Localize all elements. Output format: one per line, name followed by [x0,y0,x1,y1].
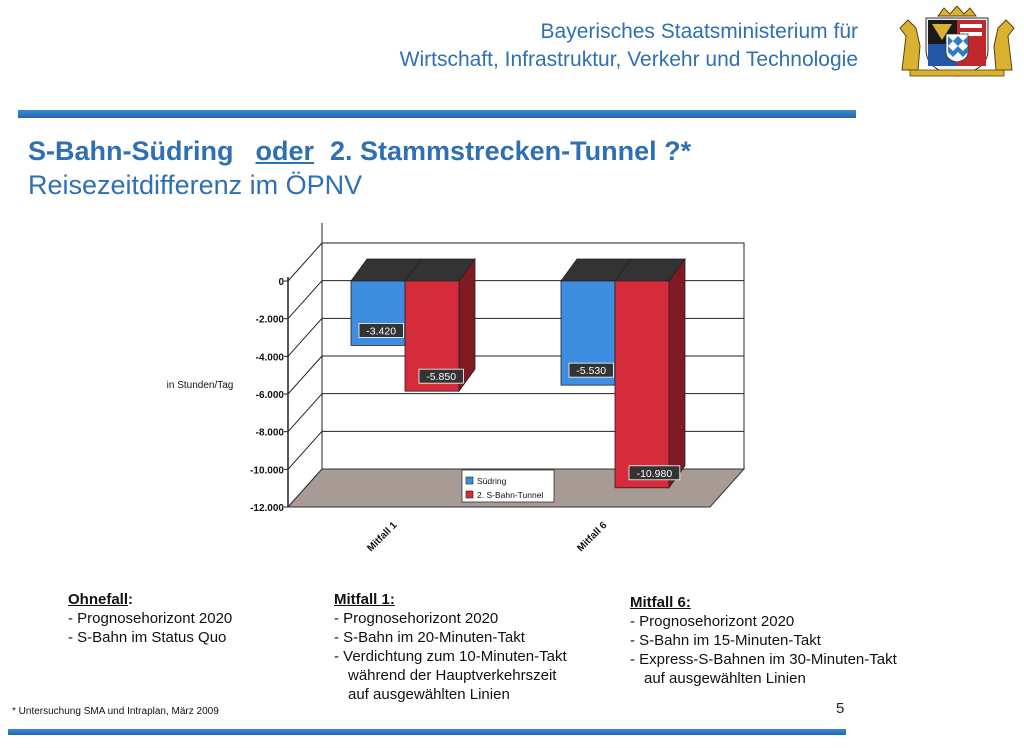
legend-label: 2. S-Bahn-Tunnel [477,490,544,500]
y-tick-label: -6.000 [255,390,284,401]
column-item: - Express-S-Bahnen im 30-Minuten-Takt [630,651,897,668]
side-gridline [288,281,322,319]
legend-label: Südring [477,476,507,486]
legend-swatch [466,477,473,484]
column-heading: Mitfall 1: [334,591,395,608]
y-tick-label: -8.000 [255,427,284,439]
ministry-line-1: Bayerisches Staatsministerium für [540,20,858,43]
page-number: 5 [836,700,845,717]
side-gridline [288,318,322,356]
column-mitfall-6 [630,593,897,688]
side-gridline [288,356,322,394]
column-heading: Ohnefall [68,591,129,608]
data-label: -5.530 [576,365,607,378]
column-heading-suffix: : [128,591,134,608]
side-gridline [288,394,322,432]
y-tick-label: -2.000 [255,314,284,326]
column-item: - S-Bahn im 20-Minuten-Takt [334,629,525,646]
title-part-1: S-Bahn-Südring [28,136,234,166]
column-item: - Prognosehorizont 2020 [630,613,795,630]
bar [615,281,669,488]
footnote: * Untersuchung SMA und Intraplan, März 2009 [12,706,219,717]
column-item: - S-Bahn im 15-Minuten-Takt [630,632,821,649]
y-tick-label: -12.000 [250,503,284,514]
column-ohnefall [68,590,232,647]
title-part-2: oder [255,136,314,166]
bar-side-face [669,259,685,488]
y-tick-label: -10.000 [250,465,284,477]
ministry-line-2: Wirtschaft, Infrastruktur, Verkehr und Technologie [399,48,858,71]
x-tick-label: Mitfall 6 [575,520,610,555]
column-item: auf ausgewählten Linien [348,686,510,703]
data-label: -10.980 [636,467,673,480]
column-item: auf ausgewählten Linien [644,670,806,687]
data-label: -3.420 [366,325,397,338]
legend-swatch [466,491,473,498]
column-item: - Prognosehorizont 2020 [68,610,233,627]
data-label: -5.850 [426,371,457,384]
column-item: - S-Bahn im Status Quo [68,629,227,646]
x-tick-label: Mitfall 1 [365,520,400,555]
side-gridline [288,243,322,281]
column-item: - Verdichtung zum 10-Minuten-Takt [334,648,567,665]
column-item: - Prognosehorizont 2020 [334,610,499,627]
column-item: während der Hauptverkehrszeit [348,667,557,684]
y-tick-label: -4.000 [255,352,284,364]
column-heading: Mitfall 6: [630,594,691,611]
y-tick-label: 0 [278,277,284,288]
side-gridline [288,431,322,469]
y-axis-label: in Stunden/Tag [166,380,234,391]
title-part-3: 2. Stammstrecken-Tunnel ?* [330,136,692,166]
page-subtitle: Reisezeitdifferenz im ÖPNV [28,170,363,200]
footer-rule [8,729,846,735]
column-mitfall-1 [334,590,567,704]
